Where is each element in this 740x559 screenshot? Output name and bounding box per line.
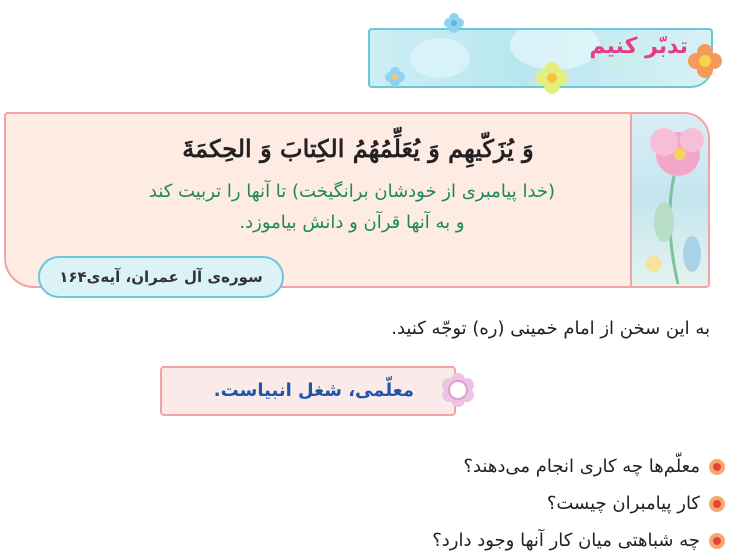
flower-bullet-icon: [708, 495, 726, 513]
question-text: چه شباهتی میان کار آنها وجود دارد؟: [432, 530, 700, 551]
flower-bullet-icon: [708, 458, 726, 476]
list-item: [432, 448, 726, 485]
floral-illustration: [634, 114, 708, 288]
quote-text: معلّمی، شغل انبیاست.: [213, 380, 414, 401]
flower-icon: [443, 12, 465, 34]
section-title: تدبّر کنیم: [589, 34, 688, 59]
question-text: معلّم‌ها چه کاری انجام می‌دهند؟: [463, 456, 700, 477]
question-text: کار پیامبران چیست؟: [546, 493, 700, 514]
decorative-cloud: [410, 38, 470, 78]
verse-source-badge: سوره‌ی آل عمران، آیه‌ی۱۶۴: [38, 256, 284, 298]
flower-bullet-icon: [708, 532, 726, 550]
verse-arabic-text: وَ یُزَکّیهِم وَ یُعَلِّمُهُمُ الکِتابَ وَ الحِکمَةَ: [182, 134, 534, 163]
list-item: [432, 522, 726, 559]
flower-icon: [384, 66, 406, 88]
flower-icon: [688, 44, 722, 78]
question-list: [432, 448, 726, 559]
decorative-floral-panel: [630, 114, 708, 286]
quote-flower-icon: [440, 372, 476, 408]
verse-translation: [72, 176, 632, 238]
instruction-text: به این سخن از امام خمینی (ره) توجّه کنید.: [391, 318, 710, 339]
list-item: [432, 485, 726, 522]
translation-line: (خدا پیامبری از خودشان برانگیخت) تا آنها را تربیت کند: [148, 181, 556, 202]
flower-icon: [536, 62, 568, 94]
quote-box: [160, 366, 456, 416]
translation-line: و به آنها قرآن و دانش بیاموزد.: [239, 212, 465, 233]
